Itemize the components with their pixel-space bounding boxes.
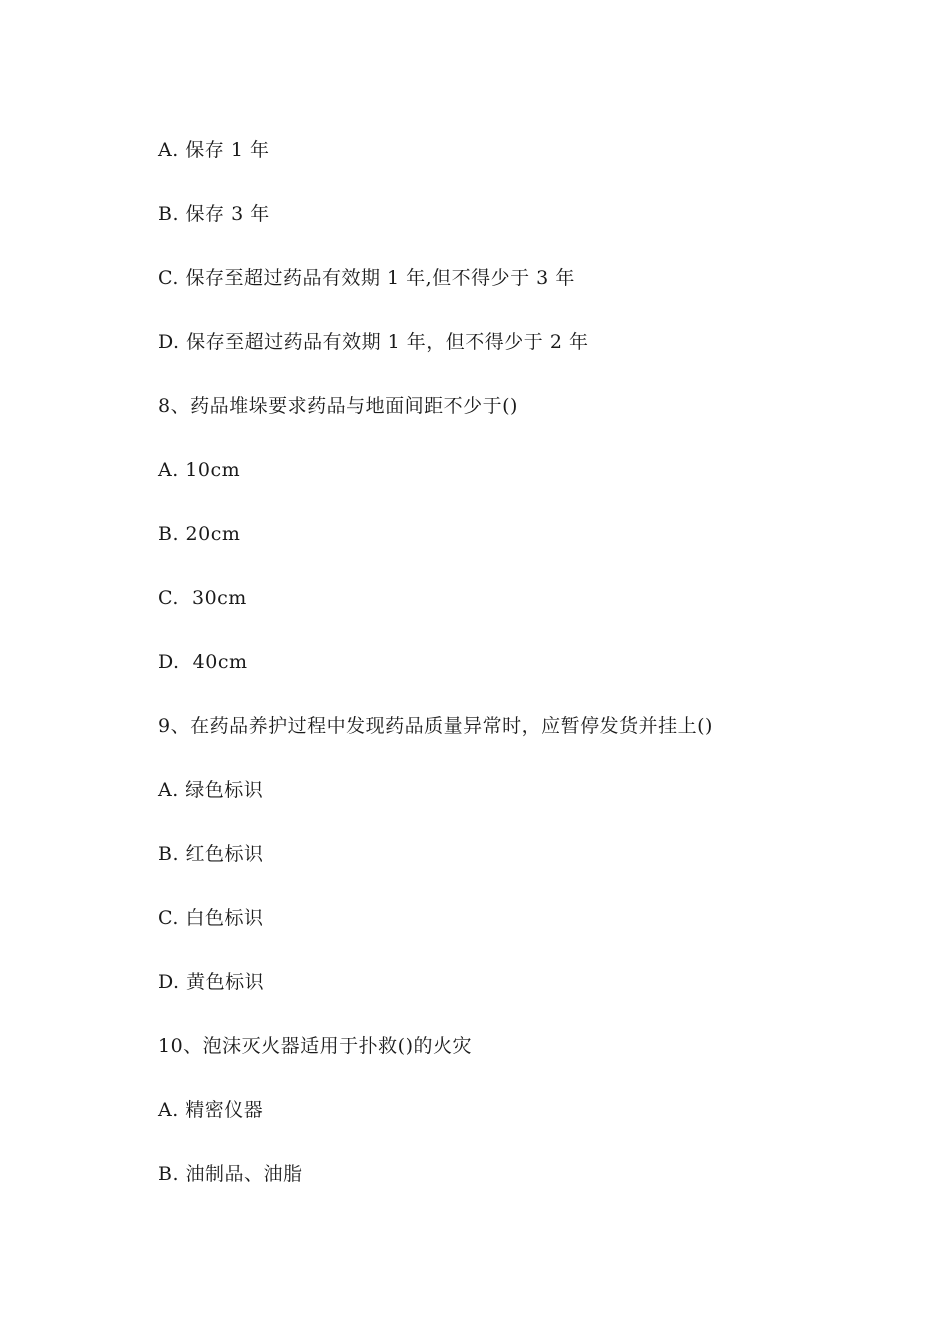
question-9: 9、在药品养护过程中发现药品质量异常时，应暂停发货并挂上()	[158, 715, 713, 737]
option-a-q10: A. 精密仪器	[158, 1099, 264, 1121]
option-d-q8: D. 40cm	[158, 651, 248, 673]
option-a-q9: A. 绿色标识	[158, 779, 264, 801]
option-d-q9: D. 黄色标识	[158, 971, 265, 993]
option-b-q10: B. 油制品、油脂	[158, 1163, 303, 1185]
option-b-q8: B. 20cm	[158, 523, 241, 545]
document-body	[158, 136, 898, 1224]
option-b-q7: B. 保存 3 年	[158, 203, 270, 225]
option-d-q7: D. 保存至超过药品有效期 1 年，但不得少于 2 年	[158, 331, 589, 353]
option-c-q7: C. 保存至超过药品有效期 1 年,但不得少于 3 年	[158, 267, 575, 289]
option-a-q8: A. 10cm	[158, 459, 241, 481]
option-b-q9: B. 红色标识	[158, 843, 264, 865]
option-c-q8: C. 30cm	[158, 587, 247, 609]
option-c-q9: C. 白色标识	[158, 907, 264, 929]
question-10: 10、泡沫灭火器适用于扑救()的火灾	[158, 1035, 473, 1057]
question-8: 8、药品堆垛要求药品与地面间距不少于()	[158, 395, 518, 417]
option-a-q7: A. 保存 1 年	[158, 139, 270, 161]
